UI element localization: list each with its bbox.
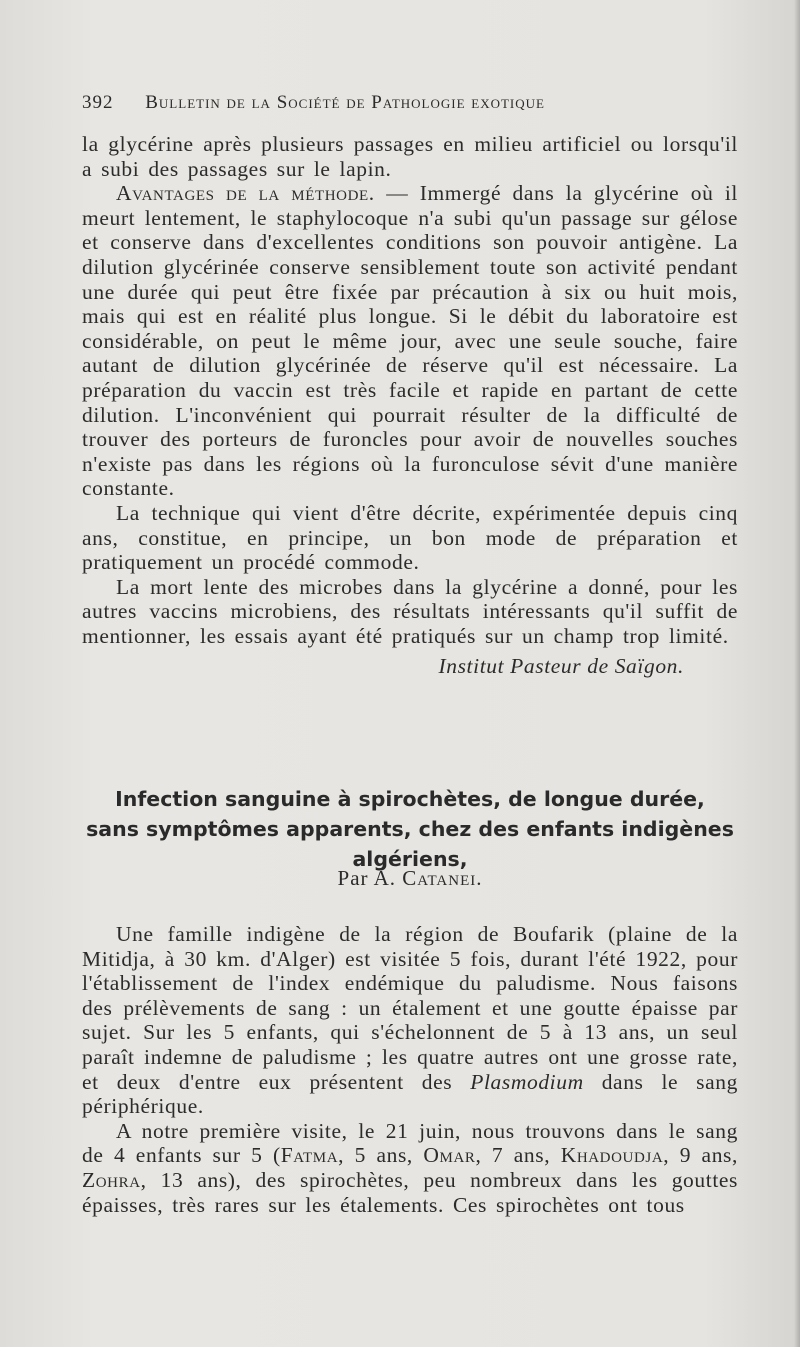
running-header [82,92,722,114]
paragraph-text: , 5 ans, [338,1143,424,1168]
species-name: Plasmodium [470,1069,584,1094]
previous-article-ending [82,132,738,679]
paragraph: la glycérine après plusieurs passages en milieu artificiel ou lorsqu'il a subi des passages sur le lapin. [82,132,738,181]
patient-name: Zohra [82,1167,141,1192]
patient-name: Omar [423,1143,476,1168]
section-heading: Avantages de la méthode. [116,181,375,206]
paragraph [82,1119,738,1217]
paragraph-text: dans le sang périphérique. [82,1069,738,1119]
article-title-line: sans symptômes apparents, chez des enfants indigènes algériens, [86,817,734,871]
paragraph-text: , 9 ans, [663,1143,738,1168]
paragraph-text: Une famille indigène de la région de Boufarik (plaine de la Mitidja, à 30 km. d'Alger) est visitée 5 fois, durant l'été 1922, pour l'établissement de l'index endémique du paludisme. Nous faisons des prélèvements de sang : un étalement et une goutte épaisse par sujet. Sur les 5 enfants, qui s'échelonnent de 5 à 13 ans, un seul paraît indemne de paludisme ; les quatre autres ont une grosse rate, et deux d'entre eux présentent des [82,922,738,1094]
paragraph-text: A notre première visite, le 21 juin, nous trouvons dans le sang de 4 enfants sur 5 ( [82,1118,738,1168]
article-title-line: Infection sanguine à spirochètes, de longue durée, [115,787,705,811]
author-prefix: Par A. [337,866,403,890]
article-body [82,922,738,1217]
paragraph [82,922,738,1119]
paragraph-text: — Immergé dans la glycérine où il meurt lentement, le staphylocoque n'a subi qu'un passage sur gélose et conserve dans d'excellentes conditions son pouvoir antigène. La dilution glycérinée conserve sensiblement toute son activité pendant une durée qui peut être fixée par précaution à six ou huit mois, mais qui est en réalité plus longue. Si le débit du laboratoire est considérable, on peut le même jour, avec une seule souche, faire autant de dilution glycérinée de réserve qu'il est nécessaire. La préparation du vaccin est très facile et rapide en partant de cette dilution. L'inconvénient qui pourrait résulter de la difficulté de trouver des porteurs de furoncles pour avoir de nouvelles souches n'existe pas dans les régions où la furonculose sévit d'une manière constante. [82,181,738,501]
paragraph: La mort lente des microbes dans la glycérine a donné, pour les autres vaccins microbiens, des résultats intéressants qu'il suffit de mentionner, les essais ayant été pratiqués sur un champ trop limité. [82,574,738,648]
author-name: Catanei. [402,866,483,890]
running-title: Bulletin de la Société de Pathologie exotique [145,92,545,113]
patient-name: Khadoudja [560,1143,664,1168]
paragraph: La technique qui vient d'être décrite, expérimentée depuis cinq ans, constitue, en principe, un bon mode de préparation et pratiquement un procédé commode. [82,500,738,575]
paragraph-text: , 13 ans), des spirochètes, peu nombreux dans les gouttes épaisses, très rares sur les étalements. Ces spirochètes ont tous [82,1167,738,1217]
paragraph [82,181,738,501]
article-author [60,866,760,891]
institution-signature: Institut Pasteur de Saïgon. [438,654,684,679]
article-title [60,784,760,874]
page-number: 392 [82,92,114,113]
paragraph-text: , 7 ans, [475,1143,561,1168]
patient-name: Fatma [280,1143,339,1168]
